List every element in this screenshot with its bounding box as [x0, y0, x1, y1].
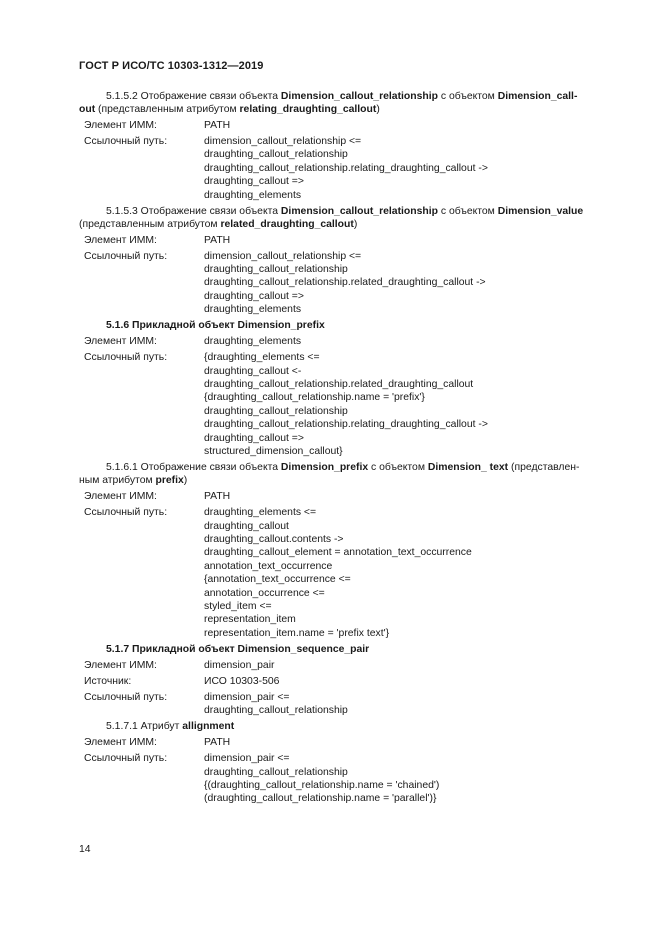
- paragraph-text-fragment: Dimension_prefix: [280, 462, 369, 474]
- mapping-value-line: dimension_pair <=: [204, 691, 290, 703]
- mapping-value-line: draughting_callout_relationship.relating_draughting_callout ->: [204, 419, 488, 431]
- mapping-value-line: dimension_callout_relationship <=: [204, 136, 362, 147]
- mapping-value-line: (draughting_callout_relationship.name = 'parallel')}: [204, 793, 437, 805]
- paragraph-text-fragment: prefix: [155, 475, 184, 487]
- mapping-label: Ссылочный путь:: [84, 691, 168, 703]
- paragraph-text-fragment: 5.1.5.2 Отображение связи объекта: [106, 91, 281, 102]
- clause-paragraph: [79, 720, 617, 733]
- mapping-value-line: representation_item.name = 'prefix text'}: [204, 627, 390, 639]
- mapping-value-line: draughting_callout_relationship: [204, 264, 348, 276]
- mapping-row: [79, 335, 617, 348]
- clause-paragraph-continuation: [79, 103, 617, 116]
- paragraph-text-fragment: 5.1.7.1 Атрибут: [106, 721, 183, 733]
- mapping-row: [79, 119, 617, 132]
- mapping-value-line: draughting_callout: [204, 520, 289, 532]
- mapping-value-line: draughting_elements: [204, 189, 302, 201]
- mapping-values: [204, 119, 617, 132]
- mapping-value-line: PATH: [204, 120, 231, 131]
- mapping-row: [79, 351, 617, 458]
- mapping-value-line: draughting_callout_relationship: [204, 405, 348, 417]
- paragraph-text-fragment: Dimension_value: [497, 205, 584, 217]
- mapping-value-line: draughting_elements <=: [204, 507, 317, 519]
- mapping-value-line: {(draughting_callout_relationship.name = 'chained'): [204, 779, 440, 791]
- paragraph-text-fragment: related_draughting_callout: [220, 218, 354, 230]
- paragraph-text-fragment: out: [79, 104, 96, 115]
- mapping-row: [79, 135, 617, 202]
- mapping-value-line: draughting_callout_relationship.relating_draughting_callout ->: [204, 162, 488, 174]
- section-s1: [79, 90, 617, 202]
- mapping-row: [79, 691, 617, 718]
- paragraph-text-fragment: Dimension_callout_relationship: [280, 205, 438, 217]
- paragraph-text-fragment: с объектом: [368, 462, 428, 474]
- mapping-label: Ссылочный путь:: [84, 136, 168, 147]
- mapping-values: [204, 736, 617, 749]
- mapping-value-line: PATH: [204, 491, 231, 503]
- clause-paragraph: [79, 90, 617, 103]
- mapping-value-line: dimension_pair <=: [204, 753, 290, 765]
- mapping-value-line: {annotation_text_occurrence <=: [204, 574, 351, 586]
- mapping-row: [79, 659, 617, 672]
- paragraph-text-fragment: (представленным атрибутом: [95, 104, 240, 115]
- paragraph-text-fragment: 5.1.6 Прикладной объект Dimension_prefix: [106, 320, 325, 332]
- paragraph-text-fragment: (представлен-: [508, 462, 580, 474]
- mapping-value-line: draughting_callout_element = annotation_text_occurrence: [204, 547, 472, 559]
- mapping-label: Ссылочный путь:: [84, 250, 168, 262]
- paragraph-text-fragment: 5.1.7 Прикладной объект Dimension_sequence_pair: [106, 643, 370, 655]
- mapping-values: [204, 351, 617, 458]
- document-body: [79, 90, 617, 808]
- mapping-value-line: draughting_callout_relationship.related_draughting_callout ->: [204, 277, 486, 289]
- mapping-value-line: draughting_callout.contents ->: [204, 533, 344, 545]
- paragraph-text-fragment: relating_draughting_callout: [239, 104, 377, 115]
- paragraph-text-fragment: (представленным атрибутом: [79, 218, 221, 230]
- clause-paragraph: [79, 205, 617, 218]
- clause-paragraph-continuation: [79, 474, 617, 487]
- mapping-value-line: PATH: [204, 234, 231, 246]
- mapping-value-line: draughting_elements: [204, 304, 302, 316]
- mapping-row: [79, 250, 617, 317]
- mapping-label: Элемент ИММ:: [84, 120, 157, 131]
- page-number: 14: [79, 844, 91, 855]
- mapping-value-line: {draughting_callout_relationship.name = 'prefix'}: [204, 392, 425, 404]
- mapping-label: Элемент ИММ:: [84, 491, 157, 503]
- mapping-value-line: dimension_pair: [204, 659, 275, 671]
- mapping-value-line: draughting_callout_relationship: [204, 705, 348, 717]
- mapping-value-line: draughting_callout =>: [204, 290, 304, 302]
- mapping-value-line: structured_dimension_callout}: [204, 446, 343, 458]
- mapping-values: [204, 250, 617, 317]
- paragraph-text-fragment: ): [183, 475, 188, 487]
- section-s3: [79, 319, 617, 458]
- mapping-value-line: draughting_callout_relationship: [204, 766, 348, 778]
- mapping-row: [79, 490, 617, 503]
- mapping-value-line: annotation_text_occurrence: [204, 560, 333, 572]
- mapping-value-line: ИСО 10303-506: [204, 675, 280, 687]
- paragraph-text-fragment: 5.1.6.1 Отображение связи объекта: [106, 462, 281, 474]
- mapping-values: [204, 506, 617, 640]
- paragraph-text-fragment: ): [376, 104, 380, 115]
- mapping-value-line: draughting_callout_relationship: [204, 149, 348, 161]
- mapping-label: Элемент ИММ:: [84, 659, 157, 671]
- paragraph-text-fragment: с объектом: [437, 205, 498, 217]
- mapping-label: Ссылочный путь:: [84, 352, 168, 364]
- paragraph-text-fragment: allignment: [182, 721, 235, 733]
- mapping-value-line: draughting_callout <-: [204, 365, 302, 377]
- mapping-label: Элемент ИММ:: [84, 737, 157, 749]
- mapping-value-line: PATH: [204, 737, 231, 749]
- mapping-values: [204, 691, 617, 718]
- mapping-values: [204, 659, 617, 672]
- section-s2: [79, 205, 617, 317]
- document-header: ГОСТ Р ИСО/ТС 10303-1312—2019: [79, 60, 264, 72]
- mapping-values: [204, 335, 617, 348]
- mapping-values: [204, 135, 617, 202]
- mapping-values: [204, 675, 617, 688]
- mapping-row: [79, 506, 617, 640]
- paragraph-text-fragment: ): [353, 218, 358, 230]
- mapping-label: Источник:: [84, 675, 132, 687]
- section-s5: [79, 643, 617, 718]
- paragraph-text-fragment: ным атрибутом: [79, 475, 156, 487]
- clause-paragraph: [79, 461, 617, 474]
- mapping-label: Ссылочный путь:: [84, 753, 168, 765]
- mapping-value-line: styled_item <=: [204, 600, 272, 612]
- mapping-value-line: representation_item: [204, 614, 296, 626]
- mapping-row: [79, 675, 617, 688]
- mapping-values: [204, 752, 617, 806]
- mapping-label: Элемент ИММ:: [84, 234, 157, 246]
- paragraph-text-fragment: Dimension_ text: [427, 462, 509, 474]
- mapping-value-line: draughting_callout =>: [204, 176, 304, 188]
- mapping-value-line: draughting_elements: [204, 336, 302, 348]
- mapping-value-line: draughting_callout_relationship.related_draughting_callout: [204, 379, 474, 391]
- mapping-values: [204, 490, 617, 503]
- section-heading: [79, 319, 617, 332]
- mapping-label: Элемент ИММ:: [84, 336, 157, 348]
- section-s6: [79, 720, 617, 806]
- paragraph-text-fragment: Dimension_call-: [497, 91, 578, 102]
- paragraph-text-fragment: 5.1.5.3 Отображение связи объекта: [106, 205, 281, 217]
- paragraph-text-fragment: Dimension_callout_relationship: [280, 91, 438, 102]
- mapping-row: [79, 736, 617, 749]
- mapping-value-line: annotation_occurrence <=: [204, 587, 325, 599]
- paragraph-text-fragment: с объектом: [437, 91, 498, 102]
- clause-paragraph-continuation: [79, 218, 617, 231]
- mapping-value-line: {draughting_elements <=: [204, 352, 320, 364]
- mapping-values: [204, 234, 617, 247]
- mapping-row: [79, 234, 617, 247]
- mapping-value-line: dimension_callout_relationship <=: [204, 250, 362, 262]
- section-s4: [79, 461, 617, 640]
- mapping-row: [79, 752, 617, 806]
- section-heading: [79, 643, 617, 656]
- mapping-value-line: draughting_callout =>: [204, 432, 304, 444]
- mapping-label: Ссылочный путь:: [84, 507, 168, 519]
